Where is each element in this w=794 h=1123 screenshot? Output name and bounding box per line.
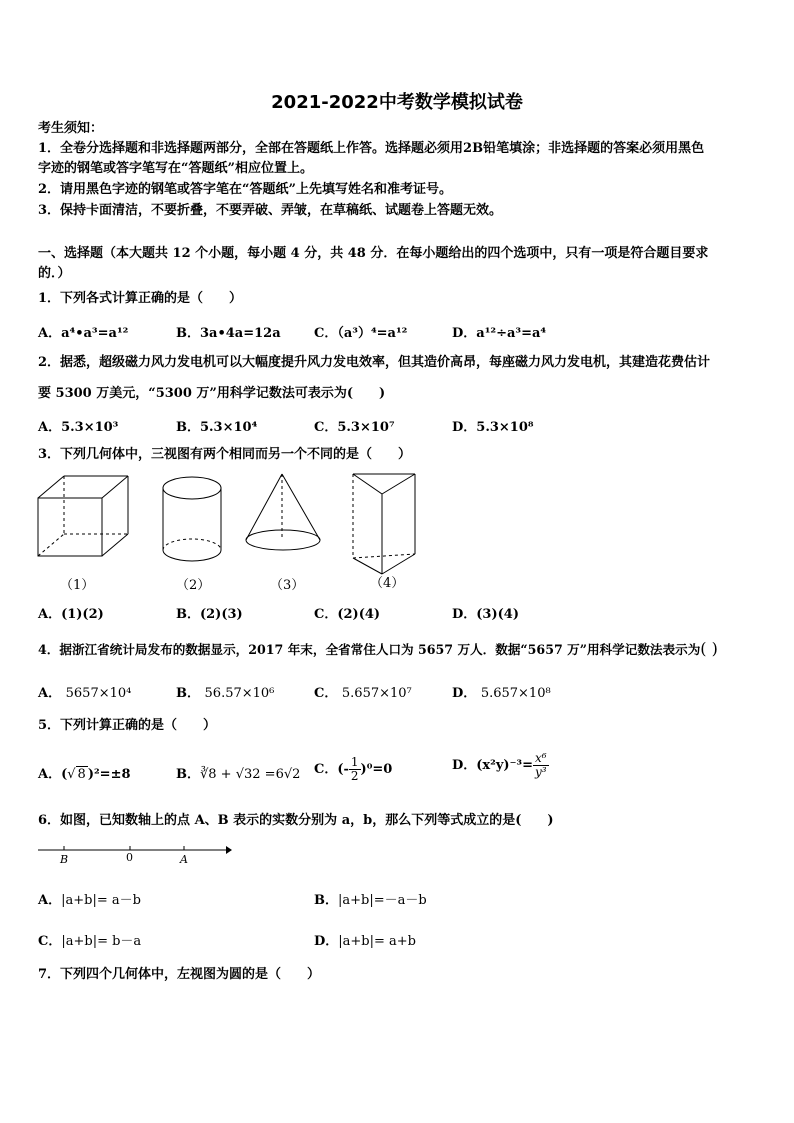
- q5-option-b-prefix: B．: [176, 767, 200, 782]
- point-a-label: A: [180, 853, 188, 866]
- q4-option-d-letter: D．: [452, 686, 477, 701]
- q3-label-3: （3）: [270, 578, 305, 593]
- q3-option-a: A．(1)(2): [38, 607, 104, 622]
- number-line-arrow: [226, 846, 232, 854]
- notice-line-1a: 1．全卷分选择题和非选择题两部分，全部在答题纸上作答。选择题必须用2B铅笔填涂；非选择题的答案必须用黑色: [38, 141, 705, 156]
- point-b-label: B: [60, 853, 69, 866]
- q5-option-a-prefix: A．(: [38, 767, 68, 782]
- q3-option-d: D．(3)(4): [452, 607, 519, 622]
- q5-option-c-denominator: 2: [350, 769, 359, 783]
- q6-option-a-letter: A．: [38, 893, 62, 908]
- q3-label-1: （1）: [60, 578, 95, 593]
- number-line-figure: [34, 840, 234, 868]
- q5-option-d-numerator: x⁶: [533, 752, 549, 766]
- q2-option-b: B．5.3×10⁴: [176, 420, 258, 435]
- q5-option-a-suffix: )²=±8: [87, 767, 131, 782]
- q4-option-a-value: 5657×10⁴: [65, 686, 132, 701]
- cylinder-figure: [163, 477, 221, 561]
- cube-figure: [38, 476, 128, 556]
- q6-option-b: [314, 889, 427, 908]
- q4-option-d: [452, 682, 551, 701]
- q5-option-c-numerator: 1: [350, 755, 359, 769]
- q4-stem: [38, 640, 718, 659]
- q1-option-b: B．3a•4a=12a: [176, 326, 281, 341]
- notice-line-2: 2．请用黑色字迹的钢笔或答字笔在“答题纸”上先填写姓名和准考证号。: [38, 182, 453, 197]
- q5-option-d-denominator: y³: [535, 765, 547, 779]
- q6-option-b-expression: |a+b|=－a－b: [338, 893, 427, 908]
- q2-option-c: C．5.3×10⁷: [314, 420, 395, 435]
- cone-figure: [246, 474, 320, 550]
- q3-label-2: （2）: [176, 578, 211, 593]
- q5-option-c: [314, 756, 392, 783]
- q5-stem: 5．下列计算正确的是（ ）: [38, 718, 217, 733]
- q4-option-a: [38, 682, 131, 701]
- q4-option-c-value: 5.657×10⁷: [341, 686, 412, 701]
- q4-stem-text: 4．据浙江省统计局发布的数据显示，2017 年末，全省常住人口为 5657 万人．数据“5657 万”用科学记数法表示为: [38, 642, 701, 657]
- q4-option-b-letter: B．: [176, 686, 200, 701]
- zero-label: 0: [126, 851, 133, 864]
- q5-option-c-suffix: )⁰=0: [360, 762, 393, 777]
- notice-line-3: 3．保持卡面清洁，不要折叠，不要弄破、弄皱，在草稿纸、试题卷上答题无效。: [38, 203, 503, 218]
- q5-option-d: [452, 752, 549, 779]
- q1-option-d: D．a¹²÷a³=a⁴: [452, 326, 547, 341]
- q5-option-c-prefix: C．(-: [314, 762, 349, 777]
- q4-option-b-value: 56.57×10⁶: [204, 686, 275, 701]
- q1-stem: 1．下列各式计算正确的是（ ）: [38, 291, 243, 306]
- q5-option-d-prefix: D．(x²y)⁻³=: [452, 758, 534, 773]
- q6-option-d-expression: |a+b|= a+b: [338, 934, 416, 949]
- q4-option-d-value: 5.657×10⁸: [480, 686, 551, 701]
- q4-option-a-letter: A．: [38, 686, 62, 701]
- q2-stem-line-1: 2．据悉，超级磁力风力发电机可以大幅度提升风力发电效率，但其造价高昂，每座磁力风力发电机，其建造花费估计: [38, 355, 711, 370]
- q2-option-d: D．5.3×10⁸: [452, 420, 534, 435]
- q3-label-4: （4）: [370, 576, 405, 591]
- q5-option-c-fraction: [349, 756, 361, 783]
- q2-stem-line-2: 要 5300 万美元，“5300 万”用科学记数法可表示为( ): [38, 386, 386, 401]
- q3-option-c: C．(2)(4): [314, 607, 381, 622]
- q4-option-c-letter: C．: [314, 686, 338, 701]
- q6-option-d: [314, 930, 416, 949]
- q6-option-a-expression: |a+b|= a－b: [61, 893, 141, 908]
- prism-figure: [353, 474, 415, 574]
- q5-option-a-radicand: 8: [77, 767, 86, 782]
- q5-option-b-expression: ∛8 + √32 =6√2: [200, 767, 301, 782]
- q2-option-a: A．5.3×10³: [38, 420, 119, 435]
- q6-stem: 6．如图，已知数轴上的点 A、B 表示的实数分别为 a，b，那么下列等式成立的是( ): [38, 813, 554, 828]
- q4-option-b: [176, 682, 274, 701]
- q6-option-b-letter: B．: [314, 893, 338, 908]
- notice-line-1b: 字迹的钢笔或答字笔写在“答题纸”相应位置上。: [38, 161, 313, 176]
- q5-option-d-fraction: [533, 752, 549, 779]
- notice-heading: 考生须知：: [38, 121, 104, 136]
- q1-option-c: C．（a³）⁴=a¹²: [314, 326, 408, 341]
- section-heading-line-1: 一、选择题（本大题共 12 个小题，每小题 4 分，共 48 分．在每小题给出的四个选项中，只有一项是符合题目要求: [38, 246, 709, 261]
- page-title: 2021-2022中考数学模拟试卷: [271, 92, 523, 113]
- q3-option-b: B．(2)(3): [176, 607, 243, 622]
- q6-option-c: [38, 930, 141, 949]
- q6-option-a: [38, 889, 141, 908]
- q5-option-a: A．(√ 8 )²=±8: [38, 767, 131, 782]
- q5-option-b: [176, 763, 300, 782]
- q6-option-c-letter: C．: [38, 934, 62, 949]
- q6-option-d-letter: D．: [314, 934, 339, 949]
- q3-stem: 3．下列几何体中，三视图有两个相同而另一个不同的是（ ）: [38, 447, 412, 462]
- q4-answer-paren: ( ): [700, 639, 718, 658]
- q1-option-a: A．a⁴•a³=a¹²: [38, 326, 129, 341]
- q6-option-c-expression: |a+b|= b－a: [61, 934, 142, 949]
- q7-stem: 7．下列四个几何体中，左视图为圆的是（ ）: [38, 967, 321, 982]
- q4-option-c: [314, 682, 412, 701]
- section-heading-line-2: 的．）: [38, 266, 71, 281]
